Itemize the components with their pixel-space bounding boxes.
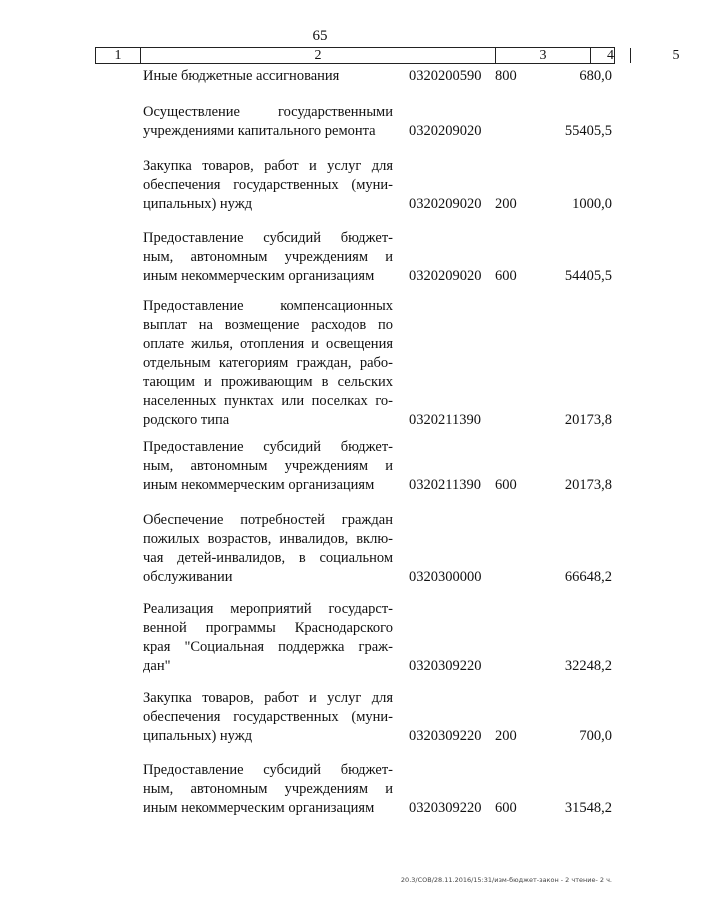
description-line: выплат на возмещение расходов по bbox=[143, 317, 393, 333]
description-line: Предоставление субсидий бюджет- bbox=[143, 230, 393, 246]
row-description bbox=[143, 761, 393, 818]
header-col-2: 2 bbox=[141, 48, 496, 63]
row-description bbox=[143, 689, 393, 746]
description-line: иным некоммерческим организациям bbox=[143, 477, 375, 493]
table-header bbox=[95, 47, 680, 64]
row-code: 0320211390 bbox=[409, 477, 481, 493]
row-code: 0320211390 bbox=[409, 412, 481, 428]
row-code: 0320300000 bbox=[409, 569, 482, 585]
row-expense-type: 600 bbox=[495, 268, 517, 284]
row-code: 0320209020 bbox=[409, 123, 482, 139]
row-code: 0320200590 bbox=[409, 68, 482, 84]
row-amount: 1000,0 bbox=[572, 196, 612, 212]
description-line: населенных пунктах или поселках го- bbox=[143, 393, 393, 409]
description-line: края "Социальная поддержка граж- bbox=[143, 639, 393, 655]
row-code: 0320309220 bbox=[409, 800, 482, 816]
description-line: ципальных) нужд bbox=[143, 728, 253, 744]
row-code: 0320209020 bbox=[409, 196, 482, 212]
row-expense-type: 600 bbox=[495, 800, 517, 816]
header-col-5: 5 bbox=[672, 48, 680, 63]
row-amount: 20173,8 bbox=[564, 477, 612, 493]
description-line: чая детей-инвалидов, в социальном bbox=[143, 550, 393, 566]
header-col-4: 4 bbox=[591, 48, 631, 63]
row-amount: 20173,8 bbox=[564, 412, 612, 428]
description-line: Обеспечение потребностей граждан bbox=[143, 512, 393, 528]
description-line: Предоставление субсидий бюджет- bbox=[143, 439, 393, 455]
description-line: Реализация мероприятий государст- bbox=[143, 601, 393, 617]
description-line: обслуживании bbox=[143, 569, 233, 585]
description-line: Иные бюджетные ассигнования bbox=[143, 68, 340, 84]
description-line: обеспечения государственных (муни- bbox=[143, 177, 393, 193]
row-amount: 54405,5 bbox=[564, 268, 612, 284]
header-col-3: 3 bbox=[496, 48, 591, 63]
row-description bbox=[143, 600, 393, 676]
description-line: Предоставление субсидий бюджет- bbox=[143, 762, 393, 778]
description-line: учреждениями капитального ремонта bbox=[143, 123, 376, 139]
row-code: 0320209020 bbox=[409, 268, 482, 284]
row-expense-type: 600 bbox=[495, 477, 517, 493]
row-description bbox=[143, 297, 393, 430]
description-line: Осуществление государственными bbox=[143, 104, 393, 120]
row-amount: 66648,2 bbox=[564, 569, 612, 585]
description-line: тающим и проживающим в сельских bbox=[143, 374, 393, 390]
description-line: ным, автономным учреждениям и bbox=[143, 249, 393, 265]
row-expense-type: 200 bbox=[495, 196, 517, 212]
row-amount: 31548,2 bbox=[564, 800, 612, 816]
footer-note: 20.3/СОВ/28.11.2016/15:31/изм-бюджет-закон - 2 чтение- 2 ч. bbox=[400, 876, 612, 884]
row-amount: 55405,5 bbox=[564, 123, 612, 139]
description-line: отдельным категориям граждан, рабо- bbox=[143, 355, 393, 371]
description-line: оплате жилья, отопления и освещения bbox=[143, 336, 393, 352]
description-line: ным, автономным учреждениям и bbox=[143, 781, 393, 797]
row-expense-type: 800 bbox=[495, 68, 517, 84]
page-number: 65 bbox=[312, 28, 328, 44]
description-line: пожилых возрастов, инвалидов, вклю- bbox=[143, 531, 393, 547]
description-line: ным, автономным учреждениям и bbox=[143, 458, 393, 474]
row-description bbox=[143, 511, 393, 587]
description-line: венной программы Краснодарского bbox=[143, 620, 393, 636]
description-line: дан" bbox=[143, 658, 171, 674]
description-line: иным некоммерческим организациям bbox=[143, 268, 375, 284]
row-amount: 700,0 bbox=[579, 728, 612, 744]
description-line: Закупка товаров, работ и услуг для bbox=[143, 158, 393, 174]
row-description bbox=[143, 67, 393, 86]
row-description bbox=[143, 229, 393, 286]
description-line: Предоставление компенсационных bbox=[143, 298, 393, 314]
description-line: Закупка товаров, работ и услуг для bbox=[143, 690, 393, 706]
description-line: иным некоммерческим организациям bbox=[143, 800, 375, 816]
row-description bbox=[143, 157, 393, 214]
row-description bbox=[143, 103, 393, 141]
row-code: 0320309220 bbox=[409, 728, 482, 744]
description-line: обеспечения государственных (муни- bbox=[143, 709, 393, 725]
row-amount: 680,0 bbox=[579, 68, 612, 84]
row-expense-type: 200 bbox=[495, 728, 517, 744]
row-code: 0320309220 bbox=[409, 658, 482, 674]
description-line: ципальных) нужд bbox=[143, 196, 253, 212]
row-description bbox=[143, 438, 393, 495]
description-line: родского типа bbox=[143, 412, 230, 428]
row-amount: 32248,2 bbox=[564, 658, 612, 674]
header-col-1: 1 bbox=[96, 48, 141, 63]
